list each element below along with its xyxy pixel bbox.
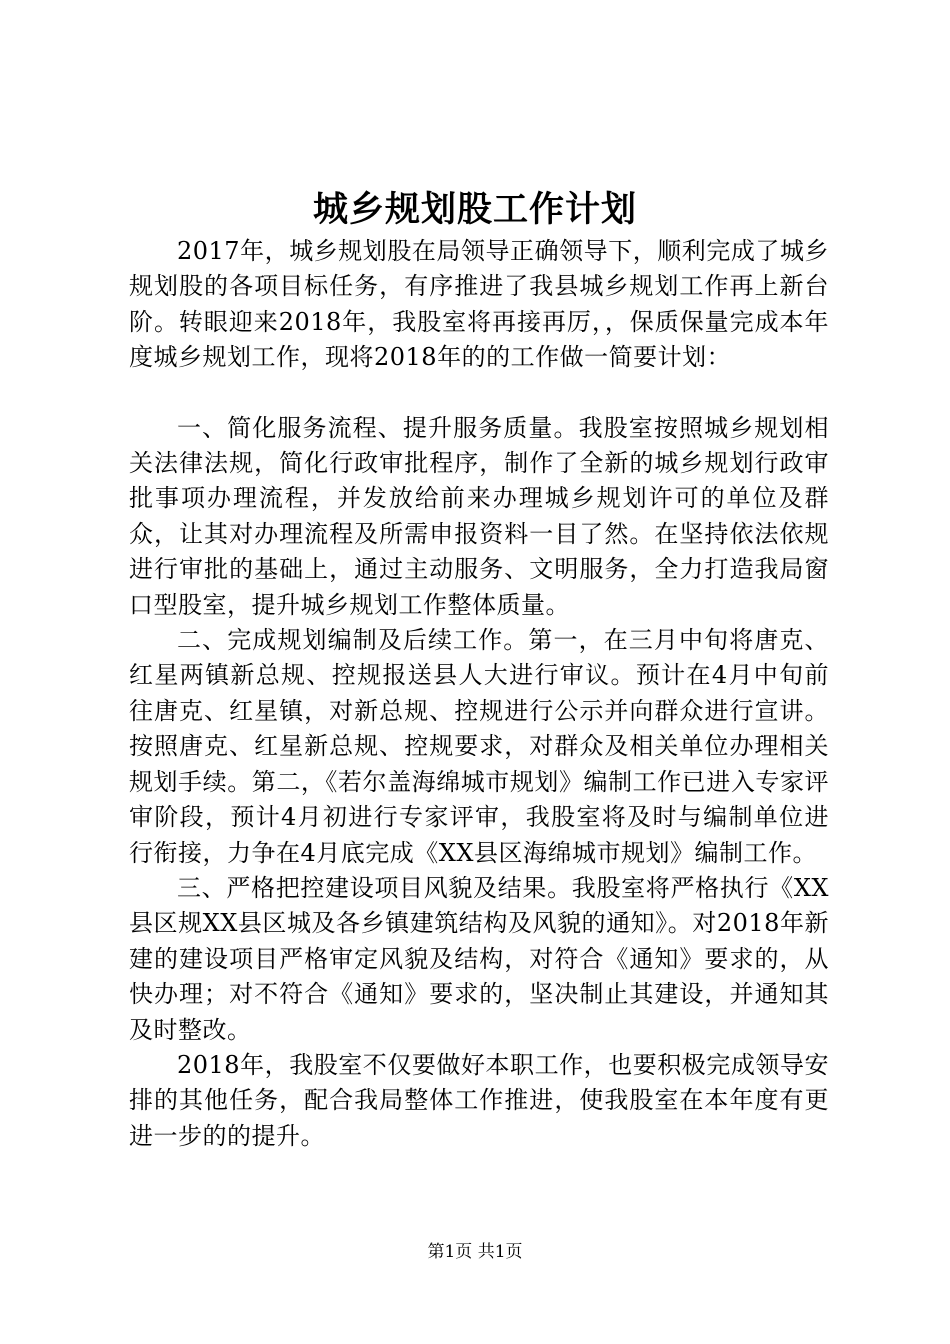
intro-paragraph: 2017年，城乡规划股在局领导正确领导下，顺利完成了城乡规划股的各项目标任务，有序推进了我县城乡规划工作再上新台阶。转眼迎来2018年，我股室将再接再厉，，保质保量完成本年度城乡规划工作，现将2018年的的工作做一简要计划：	[129, 237, 829, 372]
section-one-paragraph: 一、简化服务流程、提升服务质量。我股室按照城乡规划相关法律法规，简化行政审批程序，制作了全新的城乡规划行政审批事项办理流程，并发放给前来办理城乡规划许可的单位及群众，让其对办理流程及所需申报资料一目了然。在坚持依法依规进行审批的基础上，通过主动服务、文明服务，全力打造我局窗口型股室，提升城乡规划工作整体质量。	[129, 413, 829, 619]
closing-paragraph: 2018年，我股室不仅要做好本职工作，也要积极完成领导安排的其他任务，配合我局整体工作推进，使我股室在本年度有更进一步的的提升。	[129, 1050, 829, 1150]
document-title: 城乡规划股工作计划	[312, 189, 637, 230]
paragraph-spacer	[129, 376, 829, 411]
section-three-paragraph: 三、严格把控建设项目风貌及结果。我股室将严格执行《XX县区规XX县区城及各乡镇建筑结构及风貌的通知》。对2018年新建的建设项目严格审定风貌及结构，对符合《通知》要求的，从快办理；对不符合《通知》要求的，坚决制止其建设，并通知其及时整改。	[129, 873, 829, 1044]
document-body	[129, 234, 829, 1154]
section-two-paragraph: 二、完成规划编制及后续工作。第一，在三月中旬将唐克、红星两镇新总规、控规报送县人大进行审议。预计在4月中旬前往唐克、红星镇，对新总规、控规进行公示并向群众进行宣讲。按照唐克、红星新总规、控规要求，对群众及相关单位办理相关规划手续。第二，《若尔盖海绵城市规划》编制工作已进入专家评审阶段，预计4月初进行专家评审，我股室将及时与编制单位进行衔接，力争在4月底完成《XX县区海绵城市规划》编制工作。	[129, 626, 829, 867]
page-footer: 第1页 共1页	[427, 1242, 523, 1262]
